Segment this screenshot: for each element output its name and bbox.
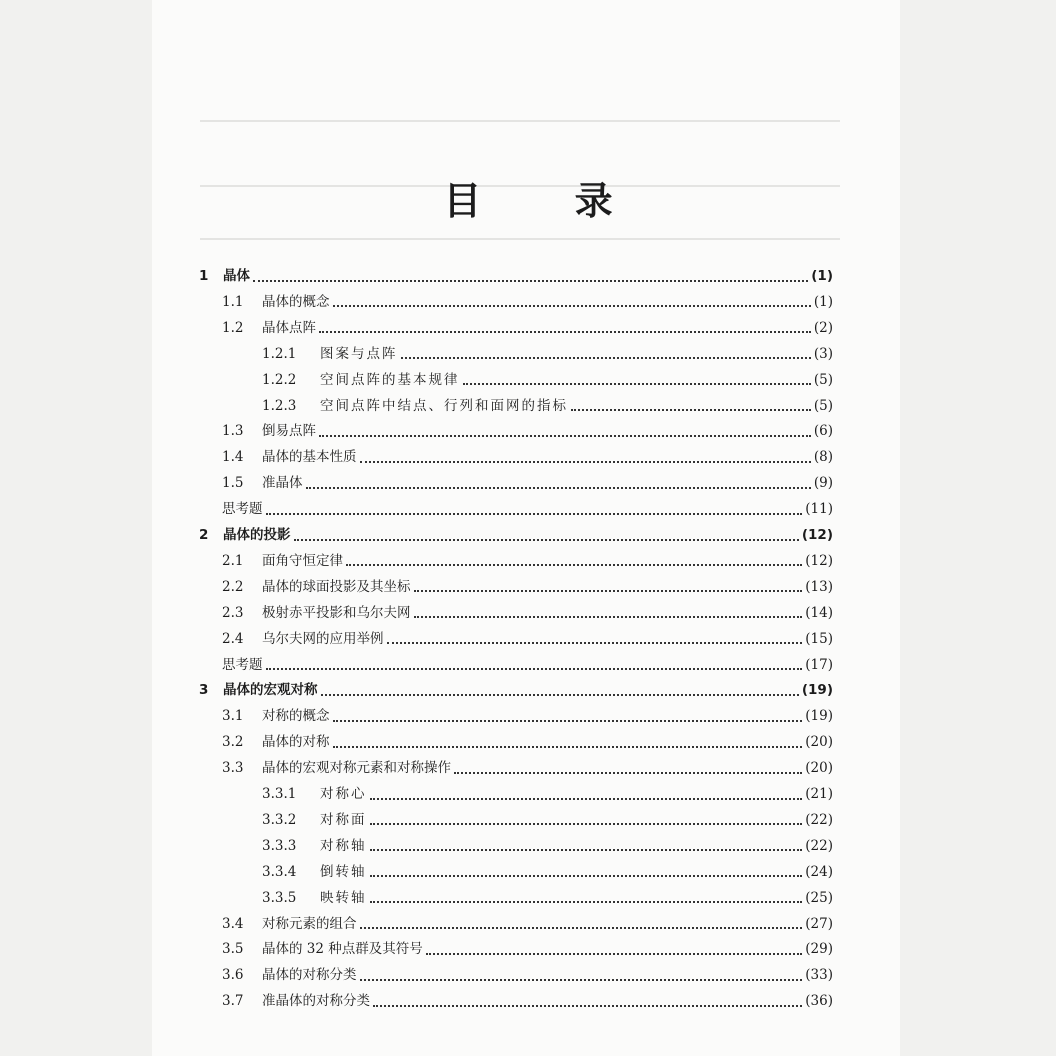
toc-leader-dots: [346, 564, 802, 566]
toc-leader-dots: [294, 539, 799, 541]
toc-section: [222, 445, 833, 470]
toc-section: [222, 419, 833, 444]
toc-section: [222, 471, 833, 496]
toc-page-number: (19): [801, 682, 833, 699]
toc-subsection: [262, 782, 833, 807]
toc-entry-number: 3.3.1: [262, 786, 297, 802]
toc-leader-dots: [370, 901, 803, 903]
toc-entry-number: 3.4: [222, 915, 244, 932]
toc-entry-number: 1.2.1: [262, 345, 297, 362]
toc-entry-title: 思考题: [222, 656, 263, 673]
toc-leader-dots: [266, 668, 803, 670]
toc-entry-number: 3: [199, 682, 209, 699]
toc-entry-number: 1.2: [222, 319, 244, 336]
toc-entry-number: 2.3: [222, 604, 244, 621]
toc-section: [222, 730, 833, 755]
toc-entry-title: 思考题: [222, 501, 263, 518]
toc-entry-number: 3.7: [222, 993, 244, 1010]
toc-section: [222, 912, 833, 937]
toc-entry-title: 对称面: [320, 811, 367, 828]
toc-entry-title: 对称轴: [320, 837, 367, 854]
toc-page-number: (36): [805, 993, 833, 1010]
toc-entry-title: 晶体的 32 种点群及其符号: [262, 941, 423, 958]
toc-page-number: (1): [811, 268, 833, 284]
toc-entry-title: 倒易点阵: [262, 423, 316, 440]
toc-page-number: (13): [805, 578, 833, 595]
toc-entry-title: 晶体的宏观对称: [223, 682, 318, 699]
toc-chapter: [199, 523, 833, 548]
toc-entry-title: 极射赤平投影和乌尔夫网: [262, 604, 411, 621]
toc-section: [222, 653, 833, 678]
toc-section: [222, 316, 833, 341]
toc-subsection: [262, 860, 833, 885]
toc-subsection: [262, 886, 833, 911]
toc-page-number: (12): [801, 527, 833, 543]
toc-entry-number: 3.6: [222, 967, 244, 984]
toc-leader-dots: [333, 305, 811, 307]
toc-entry-title: 晶体的宏观对称元素和对称操作: [262, 760, 451, 777]
toc-entry-number: 3.5: [222, 941, 244, 958]
toc-entry-title: 对称的概念: [262, 708, 330, 725]
toc-page-number: (20): [805, 760, 833, 777]
toc-leader-dots: [319, 331, 811, 333]
toc-subsection: [262, 808, 833, 833]
toc-entry-number: 1.5: [222, 475, 244, 492]
toc-page-number: (3): [813, 345, 833, 362]
toc-entry-title: 晶体点阵: [262, 319, 316, 336]
toc-leader-dots: [333, 720, 803, 722]
toc-leader-dots: [360, 927, 803, 929]
toc-entry-number: 2.1: [222, 552, 244, 569]
toc-page-number: (1): [813, 293, 833, 310]
toc-entry-number: 1.4: [222, 449, 244, 466]
toc-entry-number: 3.3.4: [262, 863, 297, 880]
toc-leader-dots: [266, 513, 803, 515]
toc-leader-dots: [321, 694, 799, 696]
toc-entry-title: 对称元素的组合: [262, 915, 357, 932]
toc-entry-title: 空间点阵的基本规律: [320, 371, 460, 388]
toc-entry-number: 3.2: [222, 734, 244, 751]
toc-entry-title: 准晶体的对称分类: [262, 993, 370, 1010]
toc-section: [222, 549, 833, 574]
toc-entry-number: 1.2.2: [262, 371, 297, 388]
toc-entry-number: 3.1: [222, 708, 244, 725]
toc-page-number: (12): [805, 552, 833, 569]
toc-leader-dots: [463, 383, 811, 385]
toc-subsection: [262, 368, 833, 393]
toc-leader-dots: [306, 487, 811, 489]
toc-section: [222, 704, 833, 729]
toc-entry-title: 晶体的对称: [262, 734, 330, 751]
toc-leader-dots: [454, 772, 802, 774]
toc-page-number: (19): [805, 708, 833, 725]
toc-chapter: [199, 678, 833, 703]
toc-entry-number: 3.3: [222, 760, 244, 777]
toc-subsection: [262, 834, 833, 859]
toc-chapter: [199, 264, 833, 289]
toc-section: [222, 989, 833, 1014]
toc-page-number: (22): [805, 811, 833, 828]
toc-leader-dots: [370, 798, 803, 800]
toc-leader-dots: [360, 979, 803, 981]
toc-page-number: (22): [805, 837, 833, 854]
toc-page-number: (14): [805, 604, 833, 621]
toc-leader-dots: [333, 746, 803, 748]
page-title: 目 录: [443, 179, 653, 223]
toc-page-number: (27): [805, 915, 833, 932]
toc-section: [222, 601, 833, 626]
toc-leader-dots: [370, 875, 803, 877]
toc-subsection: [262, 394, 833, 419]
toc-section: [222, 290, 833, 315]
toc-entry-title: 晶体的基本性质: [262, 449, 357, 466]
toc-leader-dots: [414, 616, 803, 618]
toc-leader-dots: [426, 953, 803, 955]
toc-entry-title: 乌尔夫网的应用举例: [262, 630, 384, 647]
toc-entry-title: 空间点阵中结点、行列和面网的指标: [320, 397, 568, 414]
toc-entry-number: 3.3.5: [262, 889, 297, 906]
toc-leader-dots: [370, 849, 803, 851]
toc-section: [222, 963, 833, 988]
toc-entry-title: 对称心: [320, 786, 367, 802]
toc-page-number: (20): [805, 734, 833, 751]
toc-entry-number: 2.4: [222, 630, 244, 647]
toc-page-number: (21): [805, 786, 833, 802]
toc-section: [222, 497, 833, 522]
toc-entry-title: 晶体的概念: [262, 293, 330, 310]
toc-entry-number: 1.3: [222, 423, 244, 440]
toc-entry-number: 3.3.3: [262, 837, 297, 854]
toc-section: [222, 575, 833, 600]
toc-entry-title: 晶体的对称分类: [262, 967, 357, 984]
toc-entry-title: 晶体的投影: [223, 527, 291, 543]
toc-entry-number: 1.1: [222, 293, 244, 310]
toc-page-number: (5): [813, 397, 833, 414]
toc-page-number: (33): [805, 967, 833, 984]
toc-leader-dots: [370, 823, 803, 825]
toc-page-number: (6): [813, 423, 833, 440]
toc-page-number: (8): [813, 449, 833, 466]
toc-page-number: (5): [813, 371, 833, 388]
toc-entry-title: 图案与点阵: [320, 345, 398, 362]
toc-leader-dots: [360, 461, 811, 463]
toc-leader-dots: [571, 409, 811, 411]
toc-leader-dots: [414, 590, 803, 592]
toc-page-number: (25): [805, 889, 833, 906]
toc-entry-title: 晶体: [223, 268, 250, 284]
toc-section: [222, 937, 833, 962]
toc-leader-dots: [319, 435, 811, 437]
toc-section: [222, 627, 833, 652]
toc-entry-title: 面角守恒定律: [262, 552, 343, 569]
toc-entry-number: 2.2: [222, 578, 244, 595]
toc-page-number: (29): [805, 941, 833, 958]
toc-page-number: (2): [813, 319, 833, 336]
toc-entry-number: 2: [199, 527, 209, 543]
toc-leader-dots: [373, 1005, 802, 1007]
toc-page-number: (24): [805, 863, 833, 880]
toc-page-number: (11): [805, 501, 833, 518]
toc-page-number: (9): [813, 475, 833, 492]
toc-entry-title: 准晶体: [262, 475, 303, 492]
toc-entry-number: 3.3.2: [262, 811, 297, 828]
toc-page-number: (15): [805, 630, 833, 647]
toc-entry-number: 1.2.3: [262, 397, 297, 414]
toc-leader-dots: [387, 642, 803, 644]
toc-entry-title: 晶体的球面投影及其坐标: [262, 578, 411, 595]
toc-page-number: (17): [805, 656, 833, 673]
toc-entry-title: 映转轴: [320, 889, 367, 906]
toc-section: [222, 756, 833, 781]
toc-entry-number: 1: [199, 268, 209, 284]
toc-leader-dots: [253, 280, 808, 282]
toc-entry-title: 倒转轴: [320, 863, 367, 880]
toc-subsection: [262, 342, 833, 367]
toc-leader-dots: [401, 357, 811, 359]
